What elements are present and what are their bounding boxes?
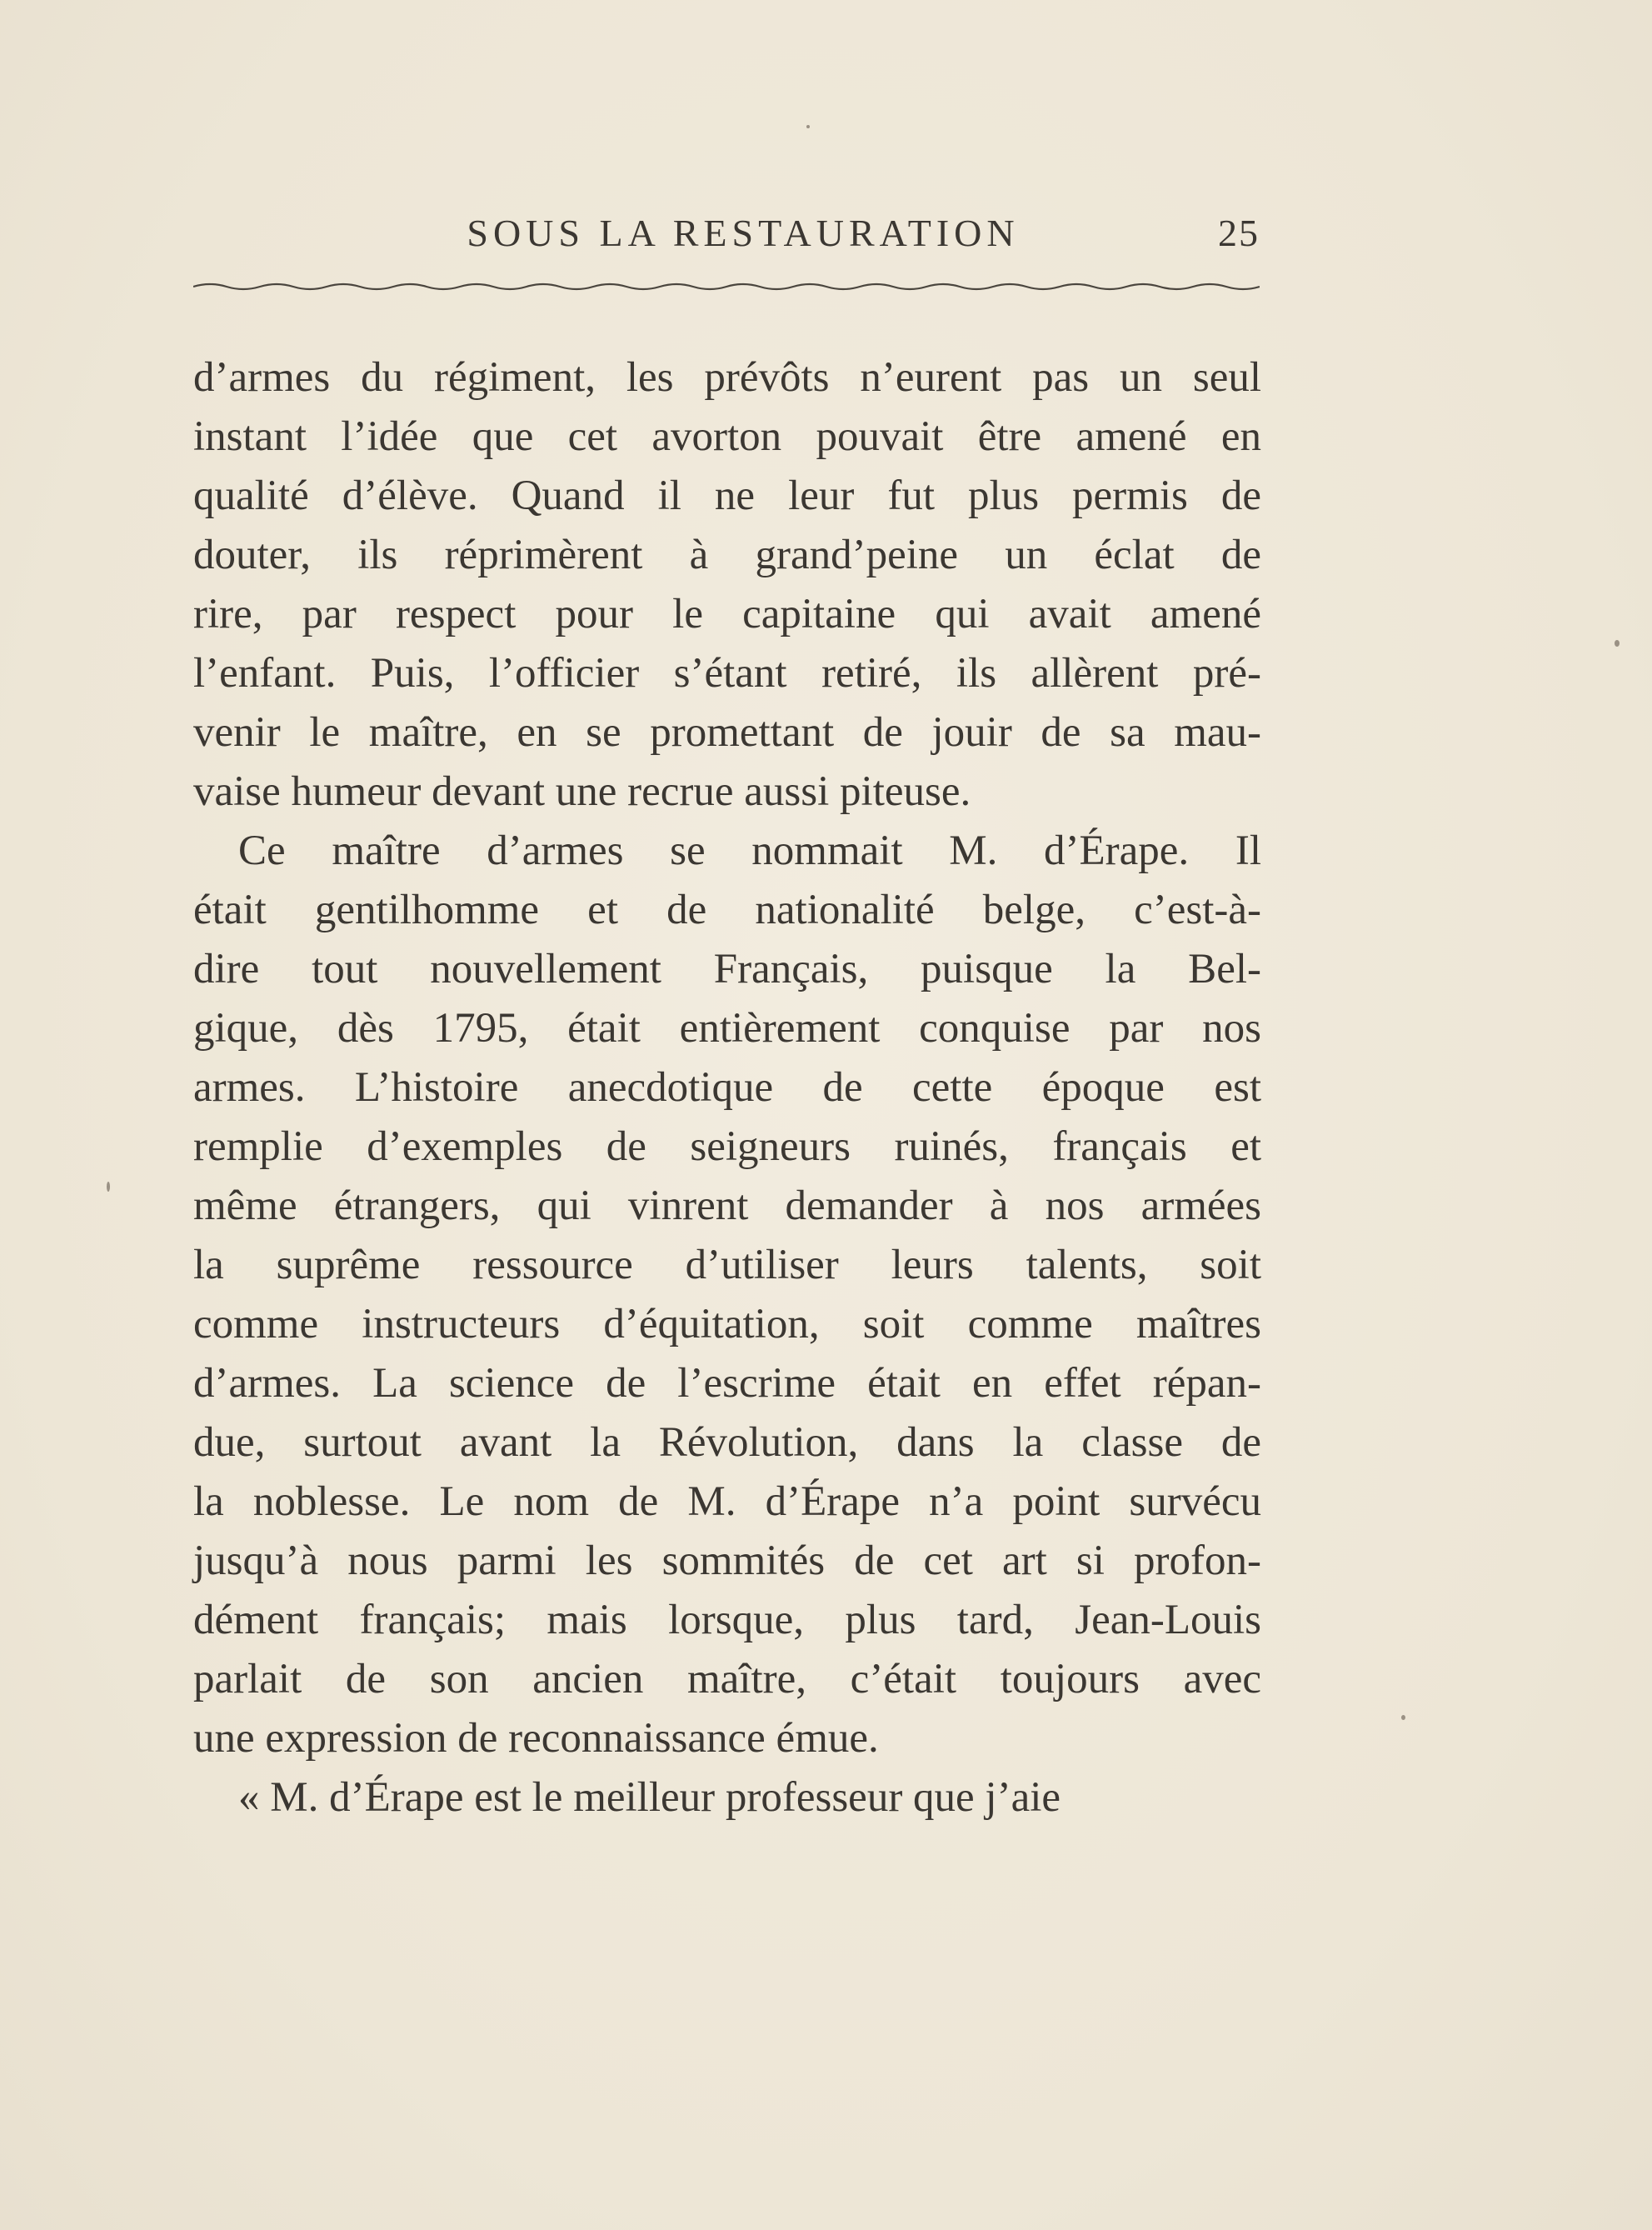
text-line: d’armes du régiment, les prévôts n’eurent pas un seul: [193, 354, 1261, 401]
text-line: dire tout nouvellement Français, puisque la Bel-: [193, 946, 1261, 992]
paper-speck: [1401, 1715, 1405, 1720]
paper-speck: [107, 1182, 110, 1192]
text-line: douter, ils réprimèrent à grand’peine un éclat de: [193, 532, 1261, 578]
text-line: d’armes. La science de l’escrime était en effet répan-: [193, 1360, 1261, 1407]
header-rule: [193, 280, 1260, 293]
page-number: 25: [1218, 212, 1260, 254]
text-line: venir le maître, en se promettant de jouir de sa mau-: [193, 709, 1261, 756]
text-line: remplie d’exemples de seigneurs ruinés, français et: [193, 1123, 1261, 1170]
running-header: [193, 208, 1260, 258]
paper-speck: [1615, 640, 1620, 647]
running-title: SOUS LA RESTAURATION: [467, 212, 1020, 254]
text-line: même étrangers, qui vinrent demander à nos armées: [193, 1182, 1261, 1229]
text-line: qualité d’élève. Quand il ne leur fut plus permis de: [193, 472, 1261, 519]
paragraph-start: Ce maître d’armes se nommait M. d’Érape. Il: [238, 828, 1261, 874]
text-line: parlait de son ancien maître, c’était toujours avec: [193, 1656, 1261, 1702]
paragraph-start: « M. d’Érape est le meilleur professeur que j’aie: [238, 1774, 1061, 1821]
text-line: instant l’idée que cet avorton pouvait être amené en: [193, 413, 1261, 460]
text-line: une expression de reconnaissance émue.: [193, 1715, 879, 1762]
text-line: la noblesse. Le nom de M. d’Érape n’a point survécu: [193, 1478, 1261, 1525]
text-line: la suprême ressource d’utiliser leurs talents, soit: [193, 1242, 1261, 1288]
text-line: était gentilhomme et de nationalité belge, c’est-à-: [193, 887, 1261, 933]
text-line: vaise humeur devant une recrue aussi piteuse.: [193, 768, 971, 815]
body-text: [193, 348, 1261, 1828]
text-line: rire, par respect pour le capitaine qui avait amené: [193, 591, 1261, 638]
text-line: dément français; mais lorsque, plus tard, Jean-Louis: [193, 1597, 1261, 1643]
text-line: comme instructeurs d’équitation, soit comme maîtres: [193, 1301, 1261, 1348]
text-line: gique, dès 1795, était entièrement conquise par nos: [193, 1005, 1261, 1052]
text-line: jusqu’à nous parmi les sommités de cet art si profon-: [193, 1538, 1261, 1584]
paper-speck: [806, 125, 810, 128]
text-line: due, surtout avant la Révolution, dans la classe de: [193, 1419, 1261, 1466]
text-line: armes. L’histoire anecdotique de cette époque est: [193, 1064, 1261, 1111]
text-line: l’enfant. Puis, l’officier s’étant retiré, ils allèrent pré-: [193, 650, 1261, 697]
